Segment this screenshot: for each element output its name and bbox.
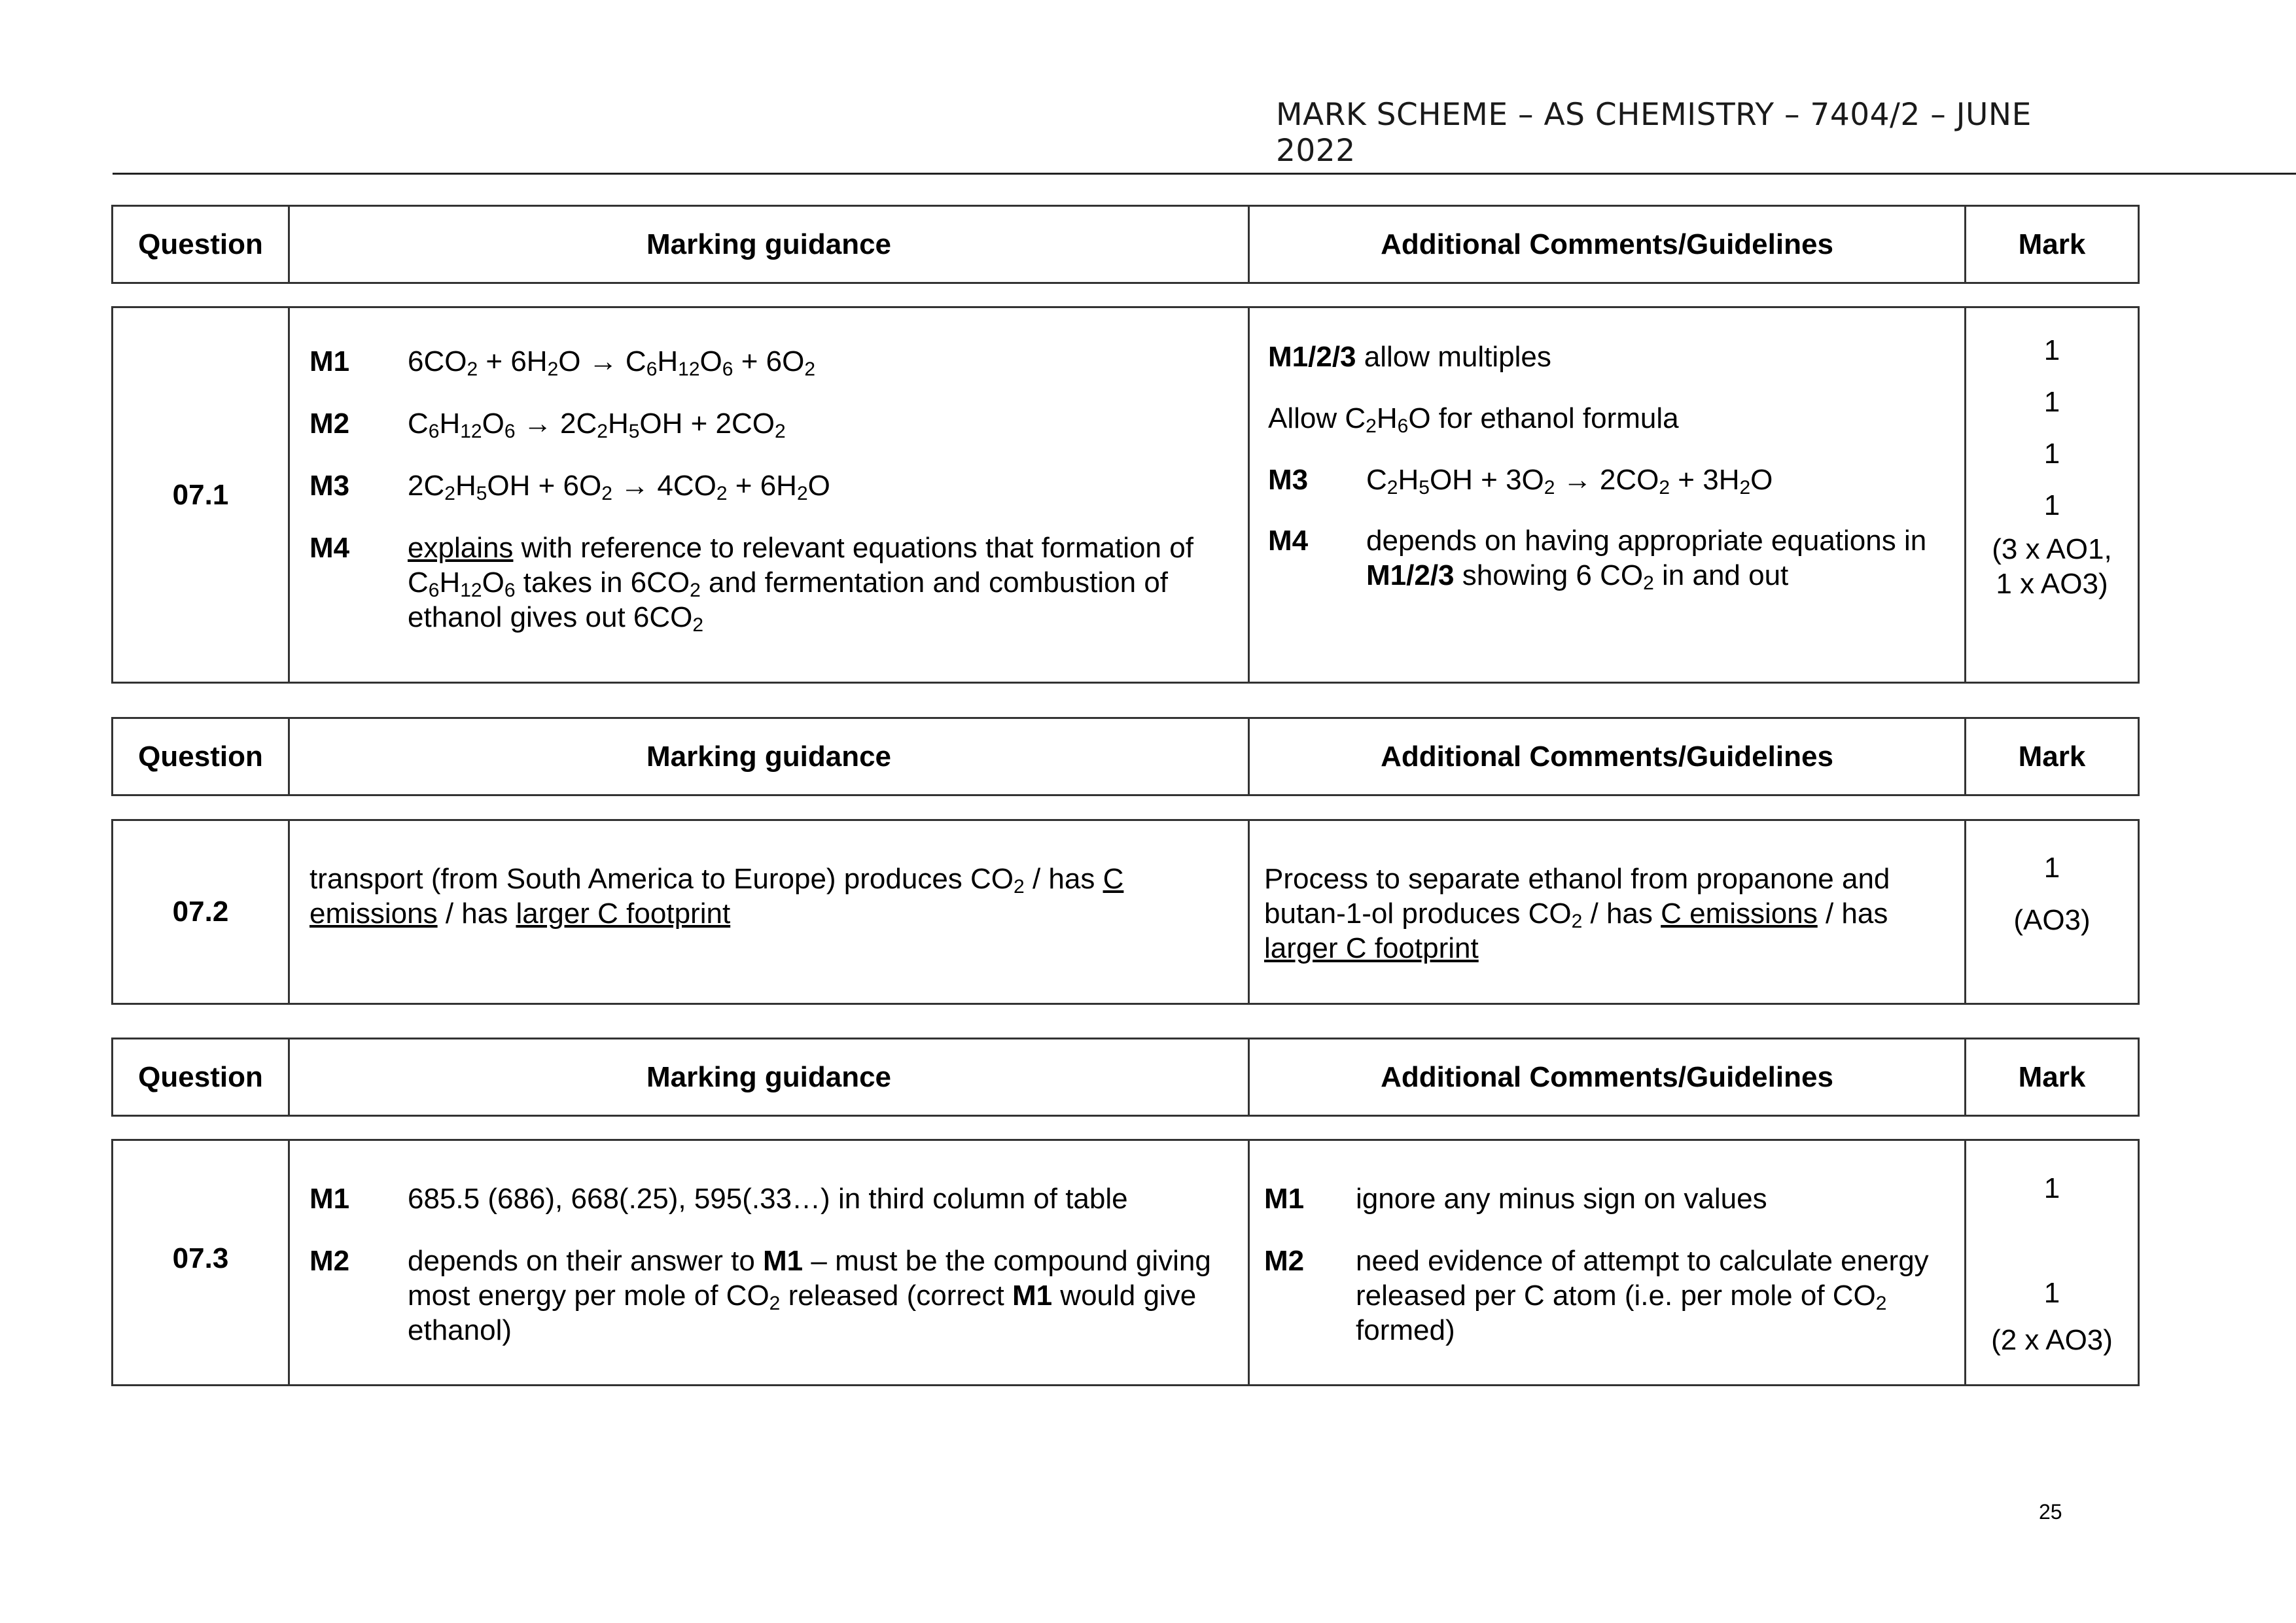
question-07-2-table [111,819,2140,1005]
m1-label: M1 [309,1183,350,1215]
mark-m2: 1 [2043,1277,2060,1309]
header-comments: Additional Comments/Guidelines [1249,206,1966,283]
m2-equation: $C_6H_{12}O_6 \to 2C_2H_5OH + 2CO_2$ [408,408,786,442]
m4-label: M4 [309,532,350,564]
m2-text: depends on their answer to M1 – must be the compound giving most energy per mole of $CO_2$ released (correct M1 would give ethanol) [408,1245,1211,1346]
mark-cell [1966,307,2139,683]
mark-cell [1966,1140,2139,1386]
m4-text: explains with reference to relevant equations that formation of $C_6H_{12}O_6$ takes in $6CO_2$ and fermentation and combustion of ethanol gives out $6CO_2$ [408,532,1193,636]
mark-ao-line1: (3 x AO1, [1992,533,2112,565]
header-question: Question [113,1039,289,1116]
column-header-table-3 [111,1038,2140,1117]
question-07-1-table [111,306,2140,684]
header-question: Question [113,718,289,795]
mark-m1: 1 [2043,1172,2060,1204]
comment-m2-label: M2 [1264,1245,1305,1277]
header-mark: Mark [1966,718,2139,795]
header-comments: Additional Comments/Guidelines [1249,718,1966,795]
marking-guidance-cell [289,307,1249,683]
page-header: MARK SCHEME – AS CHEMISTRY – 7404/2 – JUNE 2022 [1276,97,2032,169]
comment-multiples: M1/2/3 allow multiples [1268,341,1551,373]
marking-guidance-cell [289,820,1249,1004]
question-07-3-table [111,1139,2140,1386]
comment-m3-label: M3 [1268,464,1309,496]
header-mark: Mark [1966,1039,2139,1116]
header-marking-guidance: Marking guidance [289,1039,1249,1116]
marking-guidance-cell [289,1140,1249,1386]
mark-m2: 1 [2043,386,2060,418]
mark-m1: 1 [2043,334,2060,366]
mark-m4: 1 [2043,489,2060,521]
header-marking-guidance: Marking guidance [289,206,1249,283]
comment-separation-text: Process to separate ethanol from propanone and butan-1-ol produces $CO_2$ / has C emissions / has larger C footprint [1264,863,1890,964]
m3-label: M3 [309,470,350,502]
comments-cell [1249,1140,1966,1386]
mark-m3: 1 [2043,438,2060,470]
header-comments: Additional Comments/Guidelines [1249,1039,1966,1116]
mark-ao-line2: 1 x AO3) [1996,568,2108,600]
comments-cell [1249,820,1966,1004]
mark-cell [1966,820,2139,1004]
comment-m1-text: ignore any minus sign on values [1356,1183,1767,1215]
header-mark: Mark [1966,206,2139,283]
comment-m4-label: M4 [1268,525,1309,557]
mark-ao: (2 x AO3) [1991,1324,2113,1356]
comment-m2-text: need evidence of attempt to calculate energy released per C atom (i.e. per mole of $CO_2$ formed) [1356,1245,1929,1346]
comment-m3-equation: $C_2H_5OH + 3O_2 \to 2CO_2 + 3H_2O$ [1366,464,1773,498]
column-header-table-2 [111,717,2140,796]
m1-label: M1 [309,345,350,377]
comment-m4-text: depends on having appropriate equations in M1/2/3 showing 6 $CO_2$ in and out [1366,525,1927,594]
page-number: 25 [2039,1500,2062,1524]
mark-value: 1 [2043,852,2060,884]
guidance-transport-text: transport (from South America to Europe) produces $CO_2$ / has C emissions / has larger C footprint [309,863,1124,930]
question-number: 07.2 [113,820,289,1004]
mark-ao: (AO3) [2013,904,2091,936]
question-number: 07.1 [113,307,289,683]
column-header-table-1 [111,205,2140,284]
header-marking-guidance: Marking guidance [289,718,1249,795]
m1-equation: $6CO_2 + 6H_2O \to C_6H_{12}O_6 + 6O_2$ [408,345,815,380]
comment-m1-label: M1 [1264,1183,1305,1215]
comments-cell [1249,307,1966,683]
header-rule [113,173,2296,175]
m2-label: M2 [309,1245,350,1277]
question-number: 07.3 [113,1140,289,1386]
m2-label: M2 [309,408,350,440]
m3-equation: $2C_2H_5OH + 6O_2 \to 4CO_2 + 6H_2O$ [408,470,830,504]
header-question: Question [113,206,289,283]
comment-ethanol-formula: Allow $C_2H_6O$ for ethanol formula [1268,402,1679,437]
m1-text: 685.5 (686), 668(.25), 595(.33…) in third column of table [408,1183,1128,1215]
